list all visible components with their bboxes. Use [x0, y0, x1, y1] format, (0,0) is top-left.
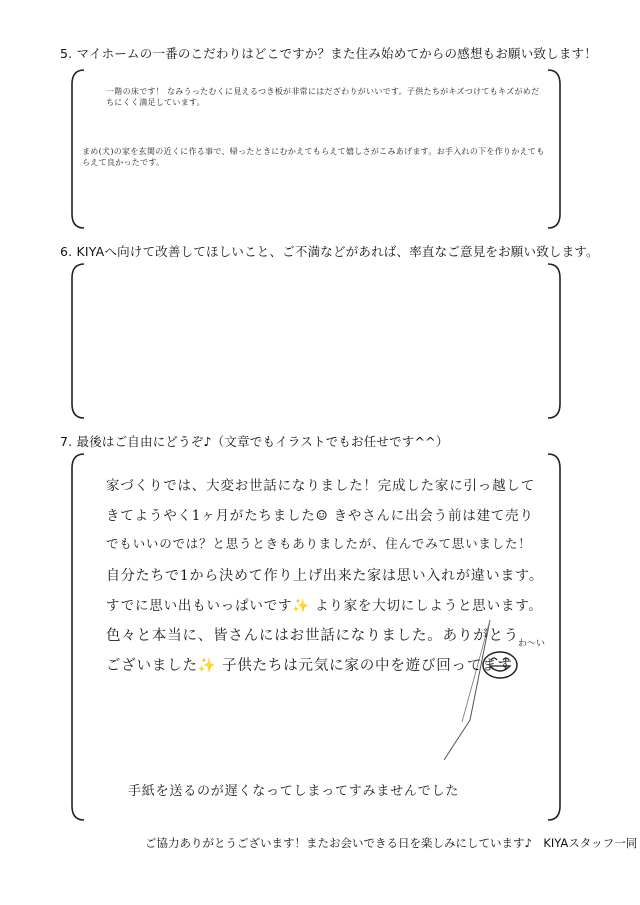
answer-7-line-6: 色々と本当に、皆さんにはお世話になりました。ありがとう: [106, 628, 520, 644]
question-6-label: 6. KIYAへ向けて改善してほしいこと、ご不満などがあれば、率直なご意見をお願い致します。: [60, 244, 599, 259]
answer-box-7: [72, 452, 560, 824]
answer-7-line-2: きてようやく1ヶ月がたちました☺ きやさんに出会う前は建て売り: [106, 508, 534, 524]
answer-7-line-1: 家づくりでは、大変お世話になりました！完成した家に引っ越して: [106, 478, 535, 494]
footer-thanks: ご協力ありがとうございます！またお会いできる日を楽しみにしています♪ KIYAスタッフ一同: [145, 836, 638, 850]
answer-7-line-5: すでに思い出もいっぱいです✨ より家を大切にしようと思います。: [106, 598, 543, 614]
answer-7-line-4: 自分たちで1から決めて作り上げ出来た家は思い入れが違います。: [106, 568, 544, 584]
answer-7-line-3: でもいいのでは？と思うときもありましたが、住んでみて思いました！: [106, 536, 532, 551]
answer-5-line-2: まめ(犬)の家を玄関の近くに作る事で、帰ったときにむかえてもらえて嬉しさがこみあげます。お手入れの下を作りかえてもらえて良かったです。: [82, 147, 545, 167]
answer-7-line-8: 手紙を送るのが遅くなってしまってすみませんでした: [128, 784, 460, 799]
answer-box-5: [72, 64, 560, 234]
answer-5-line-1: 一階の床です！ なみうったむくに見えるつき板が非常にはだざわりがいいです。子供たちがキズつけてもキズがめだちにくく満足しています。: [106, 87, 540, 107]
answer-7-line-7: ございました✨ 子供たちは元気に家の中を遊び回ってます: [106, 658, 513, 674]
smiley-face-doodle: [480, 650, 520, 680]
question-7-label: 7. 最後はご自由にどうぞ♪（文章でもイラストでもお任せです^^）: [60, 434, 449, 449]
answer-box-6-frame: [72, 262, 560, 422]
doodle-speech-text: わ〜い: [518, 639, 546, 649]
answer-box-6: [72, 262, 560, 422]
question-5-label: 5. マイホームの一番のこだわりはどこですか？また住み始めてからの感想もお願い致します！: [60, 46, 597, 61]
